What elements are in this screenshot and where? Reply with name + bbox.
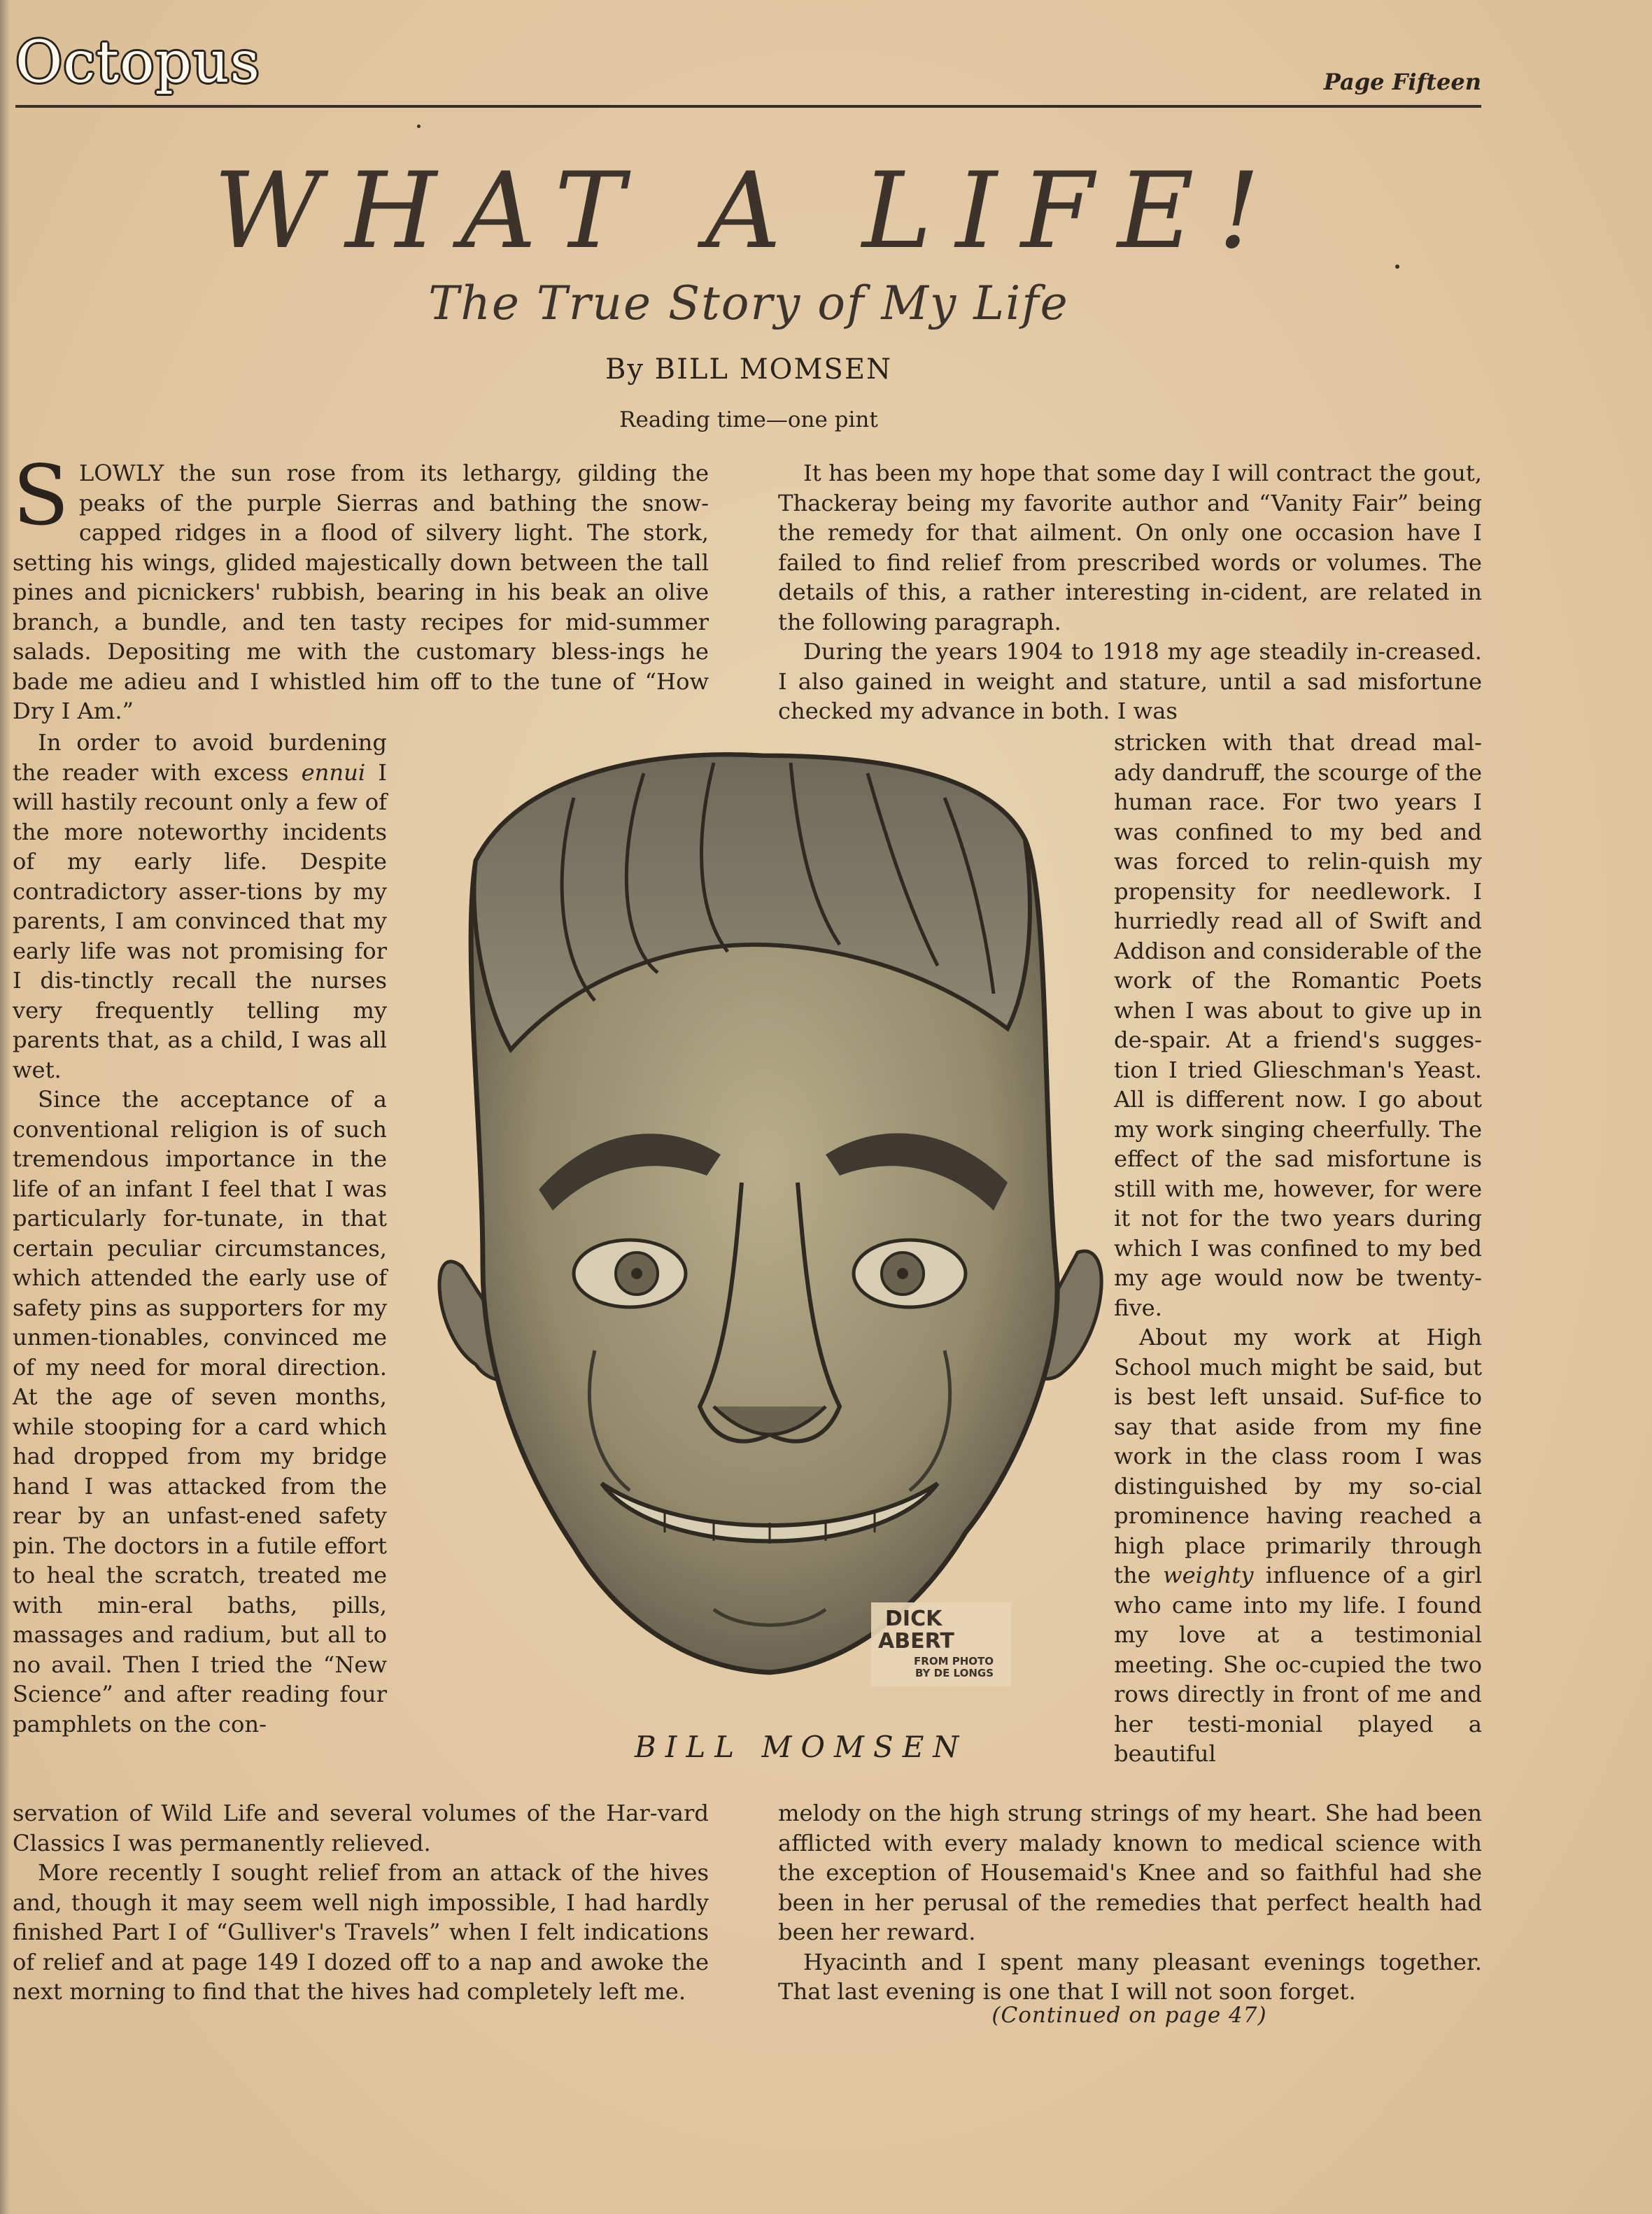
right-column-wrap — [1114, 728, 1482, 1769]
paragraph-hives: More recently I sought relief from an attack of the hives and, though it may seem well nigh impossible, I had hardly finished Part I of “Gulliver's Travels” when I felt indications of relief and at page 149 I dozed off to a nap and awoke the next morning to find that the hives had completely left me. — [13, 1859, 709, 2005]
signature-line-4: BY DE LONGS — [915, 1667, 994, 1679]
drop-cap: S — [13, 447, 69, 544]
paragraph-hyacinth: Hyacinth and I spent many pleasant evenings together. That last evening is one that I will not soon forget. — [778, 1948, 1482, 2005]
portrait-illustration — [434, 735, 1106, 1714]
left-column-wrap — [13, 728, 387, 1739]
paragraph-early-life-b: I will hastily recount only a few of the more noteworthy incidents of my early life. Despite contradictory asser-tions by my parents, I am convinced that my early life was not promising for I dis-tinctly recall the nurses very frequently telling my parents that, as a child, I was all wet. — [13, 759, 387, 1083]
article-byline: By BILL MOMSEN — [605, 353, 893, 386]
artist-signature — [871, 1602, 1011, 1686]
article-subtitle: The True Story of My Life — [428, 276, 1069, 330]
right-column-top — [778, 458, 1482, 726]
print-speck — [1395, 265, 1399, 269]
signature-line-1: DICK — [885, 1607, 943, 1631]
paragraph-intro — [13, 447, 709, 726]
article-title: WHAT A LIFE! — [213, 150, 1284, 272]
paragraph-high-school-b: influence of a girl who came into my life. I found my love at a testimonial meeting. She oc-cupied the two rows directly in front of me and her testi-monial played a beautiful — [1114, 1562, 1482, 1767]
paragraph-high-school-a: About my work at High School much might be said, but is best left unsaid. Suf-fice to say that aside from my fine work in the class room I was distinguished by my so-cial prominence having reached a high place primarily through the — [1114, 1324, 1482, 1588]
weighty-word: weighty — [1163, 1562, 1254, 1588]
paragraph-heart-cont: melody on the high strung strings of my heart. She had been afflicted with every malady known to medical science with the exception of Housemaid's Knee and so faithful had she been in her perusal of the remedies that perfect health had been her reward. — [778, 1800, 1482, 1945]
paragraph-early-life — [13, 728, 387, 1085]
paragraph-religion-cont: servation of Wild Life and several volumes of the Har-vard Classics I was permanently relieved. — [13, 1800, 709, 1856]
reading-time: Reading time—one pint — [619, 407, 878, 432]
paragraph-early-life-a: In order to avoid burdening the reader with excess — [13, 729, 387, 786]
print-speck — [417, 125, 421, 128]
left-column-bottom — [13, 1798, 709, 2007]
masthead: Octopus — [15, 29, 260, 96]
right-column-bottom — [778, 1798, 1482, 2007]
left-column-intro — [13, 447, 709, 726]
paragraph-dandruff: stricken with that dread mal-ady dandruff, the scourge of the human race. For two years I was confined to my bed and was forced to relin-quish my propensity for needlework. I hurriedly read all of Swift and Addison and considerable of the work of the Romantic Poets when I was about to give up in de-spair. At a friend's sugges-tion I tried Glieschman's Yeast. All is different now. I go about my work singing cheerfully. The effect of the sad misfortune is still with me, however, for were it not for the two years during which I was confined to my bed my age would now be twenty-five. — [1114, 729, 1482, 1321]
header-rule — [15, 105, 1481, 108]
continued-note: (Continued on page 47) — [991, 2003, 1267, 2028]
paragraph-gout: It has been my hope that some day I will contract the gout, Thackeray being my favorite author and “Vanity Fair” being the remedy for that ailment. On only one occasion have I failed to find relief from prescribed words or volumes. The details of this, a rather interesting in-cident, are related in the following paragraph. — [778, 460, 1482, 635]
paragraph-years: During the years 1904 to 1918 my age steadily in-creased. I also gained in weight and stature, until a sad misfortune checked my advance in both. I was — [778, 638, 1482, 724]
portrait-caption: BILL MOMSEN — [634, 1730, 968, 1764]
paragraph-intro-text: LOWLY the sun rose from its lethargy, gilding the peaks of the purple Sierras and bathing the snow-capped ridges in a flood of silvery light. The stork, setting his wings, glided majestically down between the tall pines and picnickers' rubbish, bearing in his beak an olive branch, a bundle, and ten tasty recipes for mid-summer salads. Depositing me with the customary bless-ings he bade me adieu and I whistled him off to the tune of “How Dry I Am.” — [13, 460, 709, 724]
signature-line-3: FROM PHOTO — [914, 1655, 994, 1667]
paragraph-religion: Since the acceptance of a conventional religion is of such tremendous importance in the life of an infant I feel that I was particularly for-tunate, in that certain peculiar circumstances, which attended the early use of safety pins as supporters for my unmen-tionables, convinced me of my need for moral direction. At the age of seven months, while stooping for a card which had dropped from my bridge hand I was attacked from the rear by an unfast-ened safety pin. The doctors in a futile effort to heal the scratch, treated me with min-eral baths, pills, massages and radium, but all to no avail. Then I tried the “New Science” and after reading four pamphlets on the con- — [13, 1086, 387, 1737]
signature-line-2: ABERT — [878, 1629, 954, 1654]
signature-credit — [903, 1656, 994, 1679]
ennui-word: ennui — [301, 759, 366, 786]
page-edge-shadow — [0, 0, 10, 2214]
page-number: Page Fifteen — [1323, 69, 1481, 95]
paragraph-high-school — [1114, 1323, 1482, 1769]
